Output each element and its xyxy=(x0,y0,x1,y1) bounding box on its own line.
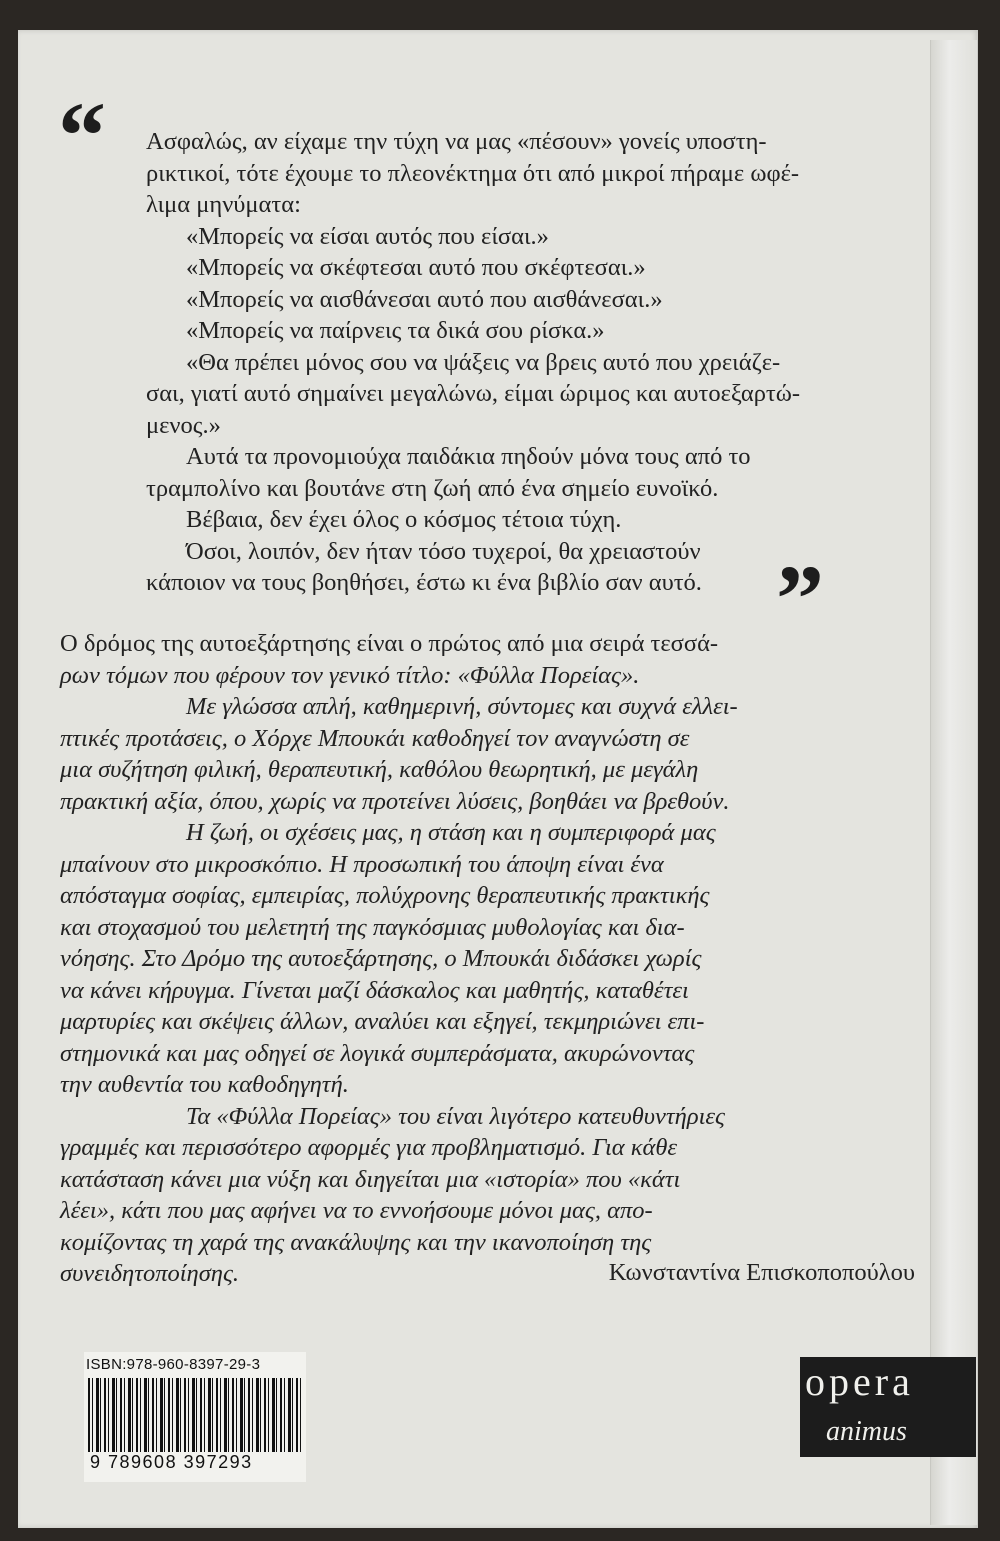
description-line: και στοχασμού του μελετητή της παγκόσμιας μυθολογίας και δια- xyxy=(60,913,685,941)
quote-line: Όσοι, λοιπόν, δεν ήταν τόσο τυχεροί, θα χρειαστούν xyxy=(186,537,701,565)
quote-block xyxy=(60,126,912,599)
description-line: απόσταγμα σοφίας, εμπειρίας, πολύχρονης θεραπευτικής πρακτικής xyxy=(60,882,710,909)
description-line: νόησης. Στο Δρόμο της αυτοεξάρτησης, ο Μπουκάι διδάσκει χωρίς xyxy=(60,945,702,972)
quote-line: Ασφαλώς, αν είχαμε την τύχη να μας «πέσουν» γονείς υποστη- xyxy=(146,128,767,155)
author-signature: Κωνσταντίνα Επισκοποπούλου xyxy=(608,1259,915,1286)
description-line: ρων τόμων που φέρουν τον γενικό τίτλο: «Φύλλα Πορείας». xyxy=(60,661,640,689)
quote-line: «Μπορείς να είσαι αυτός που είσαι.» xyxy=(186,222,549,250)
publisher-logo-line1: opera xyxy=(805,1359,914,1404)
book-spine xyxy=(930,40,977,1525)
description-line: Με γλώσσα απλή, καθημερινή, σύντομες και συχνά ελλει- xyxy=(186,693,738,720)
description-line: πρακτική αξία, όπου, χωρίς να προτείνει λύσεις, βοηθάει να βρεθούν. xyxy=(60,787,730,815)
quote-line: τραμπολίνο και βουτάνε στη ζωή από ένα σημείο ευνοϊκό. xyxy=(146,474,719,502)
description-block xyxy=(60,628,912,1290)
barcode-bars xyxy=(88,1378,302,1452)
close-quote-mark: ” xyxy=(776,545,824,652)
description-line: μια συζήτηση φιλική, θεραπευτική, καθόλου θεωρητική, με μεγάλη xyxy=(60,756,699,783)
description-line: μαρτυρίες και σκέψεις άλλων, αναλύει και εξηγεί, τεκμηριώνει επι- xyxy=(60,1008,705,1035)
description-line: κομίζοντας τη χαρά της ανακάλυψης και την ικανοποίηση της xyxy=(60,1228,652,1256)
description-line: Τα «Φύλλα Πορείας» του είναι λιγότερο κατευθυντήριες xyxy=(186,1102,725,1130)
quote-line: «Μπορείς να σκέφτεσαι αυτό που σκέφτεσαι.» xyxy=(186,254,646,281)
description-line: συνειδητοποίησης. xyxy=(60,1260,240,1287)
description-line: Ο δρόμος της αυτοεξάρτησης είναι ο πρώτος από μια σειρά τεσσά- xyxy=(60,630,719,657)
description-line: λέει», κάτι που μας αφήνει να το εννοήσουμε μόνοι μας, απο- xyxy=(60,1197,653,1224)
description-line: κατάσταση κάνει μια νύξη και διηγείται μια «ιστορία» που «κάτι xyxy=(60,1165,681,1193)
quote-line: ρικτικοί, τότε έχουμε το πλεονέκτημα ότι από μικροί πήραμε ωφέ- xyxy=(146,159,800,187)
quote-line: «Μπορείς να αισθάνεσαι αυτό που αισθάνεσαι.» xyxy=(186,285,663,313)
quote-line: Αυτά τα προνομιούχα παιδάκια πηδούν μόνα τους από το xyxy=(186,443,751,470)
quote-line: «Θα πρέπει μόνος σου να ψάξεις να βρεις αυτό που χρειάζε- xyxy=(186,348,781,376)
quote-line: Βέβαια, δεν έχει όλος ο κόσμος τέτοια τύχη. xyxy=(186,506,622,533)
description-line: την αυθεντία του καθοδηγητή. xyxy=(60,1071,349,1098)
description-line: πτικές προτάσεις, ο Χόρχε Μπουκάι καθοδηγεί τον αναγνώστη σε xyxy=(60,724,690,752)
quote-line: μενος.» xyxy=(146,411,221,439)
description-line: μπαίνουν στο μικροσκόπιο. Η προσωπική του άποψη είναι ένα xyxy=(60,850,664,878)
description-line: να κάνει κήρυγμα. Γίνεται μαζί δάσκαλος και μαθητής, καταθέτει xyxy=(60,976,689,1004)
quote-line: λιμα μηνύματα: xyxy=(146,191,301,218)
isbn-label: ISBN:978-960-8397-29-3 xyxy=(86,1356,261,1373)
quote-line: κάποιον να τους βοηθήσει, έστω κι ένα βιβλίο σαν αυτό. xyxy=(146,569,702,596)
description-line: στημονικά και μας οδηγεί σε λογικά συμπεράσματα, ακυρώνοντας xyxy=(60,1039,695,1067)
description-line: γραμμές και περισσότερο αφορμές για προβληματισμό. Για κάθε xyxy=(60,1134,678,1161)
open-quote-mark: “ xyxy=(58,82,106,189)
quote-line: σαι, γιατί αυτό σημαίνει μεγαλώνω, είμαι ώριμος και αυτοεξαρτώ- xyxy=(146,380,801,407)
barcode-number: 9 789608 397293 xyxy=(90,1452,253,1472)
quote-line: «Μπορείς να παίρνεις τα δικά σου ρίσκα.» xyxy=(186,317,605,344)
publisher-logo-line2: animus xyxy=(826,1416,907,1447)
description-line: Η ζωή, οι σχέσεις μας, η στάση και η συμπεριφορά μας xyxy=(186,819,716,846)
